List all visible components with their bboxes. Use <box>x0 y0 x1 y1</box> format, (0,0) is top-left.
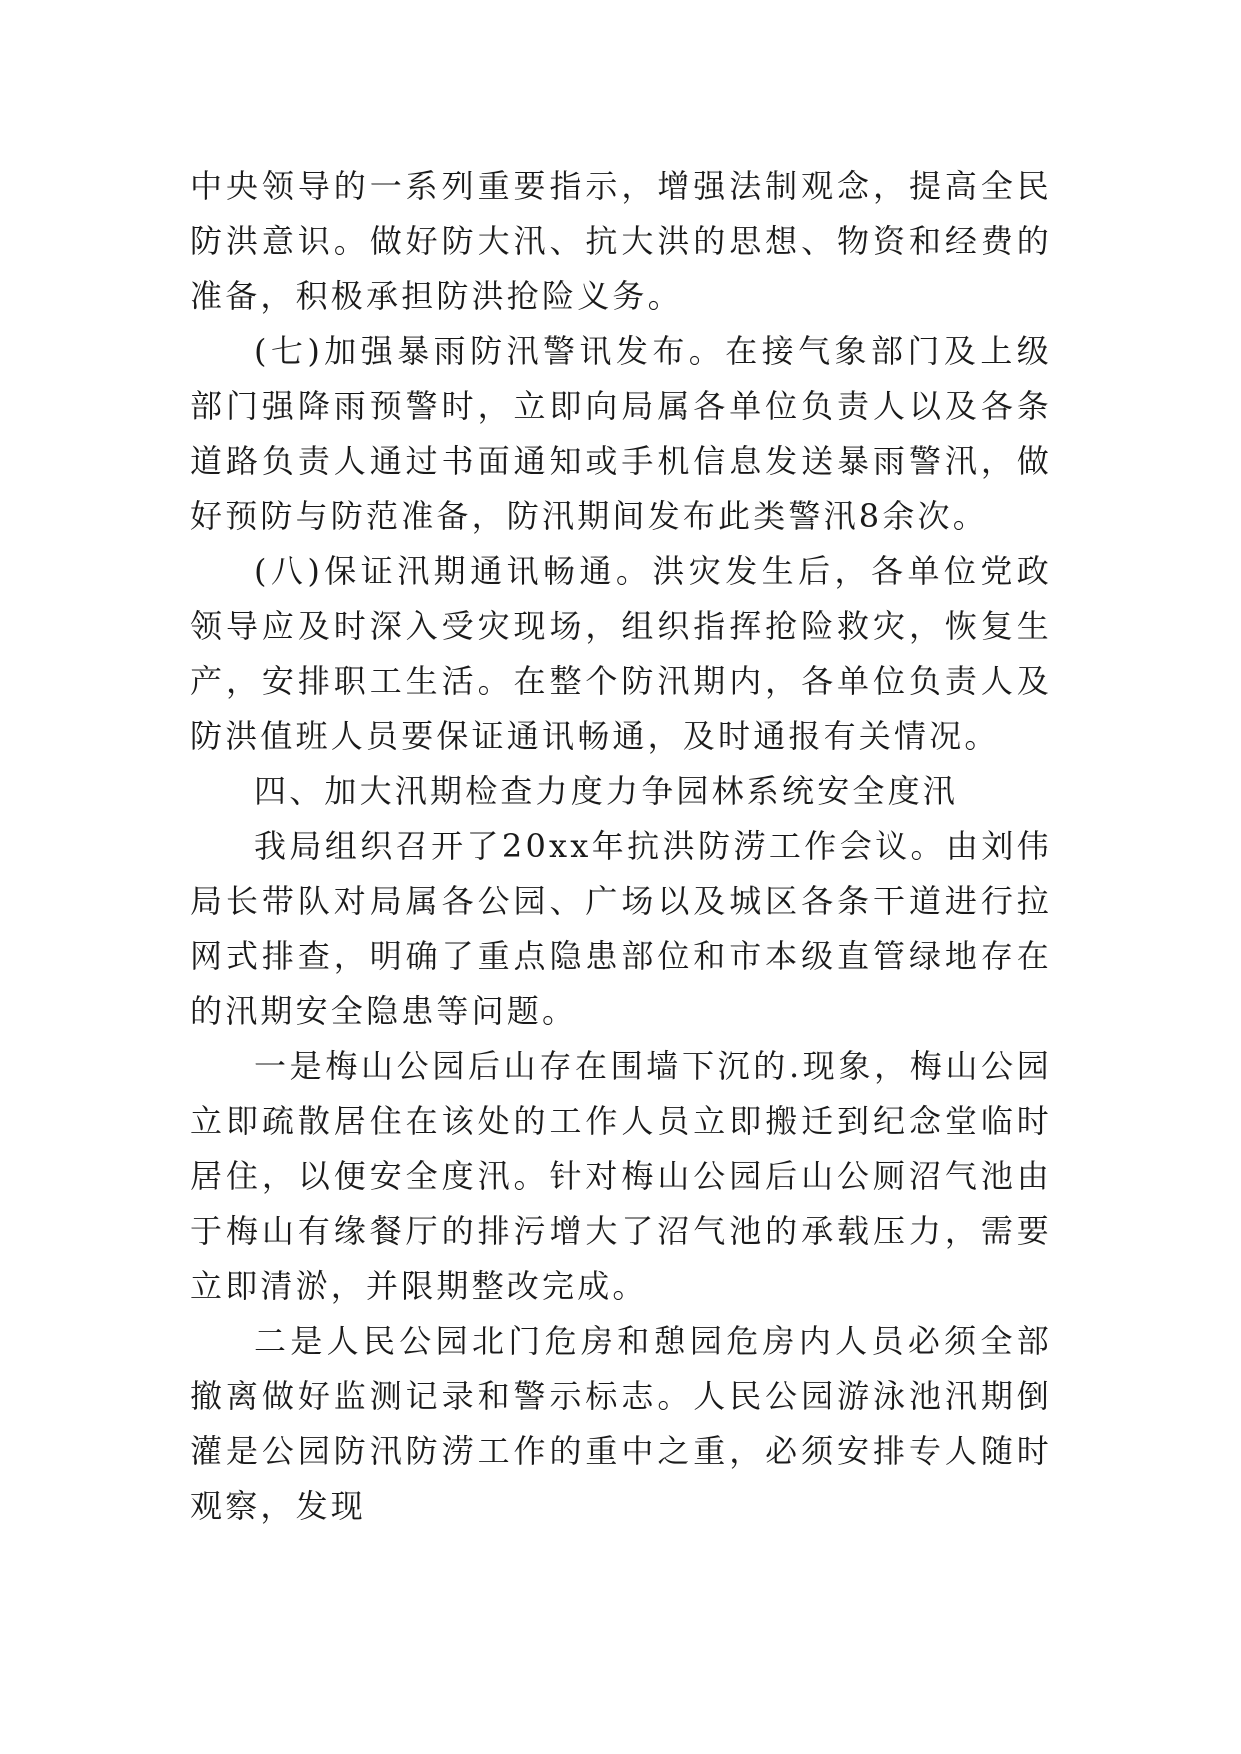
paragraph-4: 我局组织召开了20xx年抗洪防涝工作会议。由刘伟局长带队对局属各公园、广场以及城区各条干道进行拉网式排查，明确了重点隐患部位和市本级直管绿地存在的汛期安全隐患等问题。 <box>190 827 1052 1030</box>
paragraph-2: (七)加强暴雨防汛警讯发布。在接气象部门及上级部门强降雨预警时，立即向局属各单位负责人以及各条道路负责人通过书面通知或手机信息发送暴雨警汛，做好预防与防范准备，防汛期间发布此类警汛8余次。 <box>190 332 1052 535</box>
document-body <box>190 159 1052 1534</box>
paragraph-3: (八)保证汛期通讯畅通。洪灾发生后，各单位党政领导应及时深入受灾现场，组织指挥抢险救灾，恢复生产，安排职工生活。在整个防汛期内，各单位负责人及防洪值班人员要保证通讯畅通，及时通报有关情况。 <box>190 552 1052 755</box>
paragraph-1: 中央领导的一系列重要指示，增强法制观念，提高全民防洪意识。做好防大汛、抗大洪的思想、物资和经费的准备，积极承担防洪抢险义务。 <box>190 167 1052 315</box>
section-heading: 四、加大汛期检查力度力争园林系统安全度汛 <box>254 772 959 810</box>
paragraph-5: 一是梅山公园后山存在围墙下沉的.现象，梅山公园立即疏散居住在该处的工作人员立即搬迁到纪念堂临时居住，以便安全度汛。针对梅山公园后山公厕沼气池由于梅山有缘餐厅的排污增大了沼气池的承载压力，需要立即清淤，并限期整改完成。 <box>190 1047 1052 1305</box>
paragraph-6: 二是人民公园北门危房和憩园危房内人员必须全部撤离做好监测记录和警示标志。人民公园游泳池汛期倒灌是公园防汛防涝工作的重中之重，必须安排专人随时观察，发现 <box>190 1322 1052 1525</box>
